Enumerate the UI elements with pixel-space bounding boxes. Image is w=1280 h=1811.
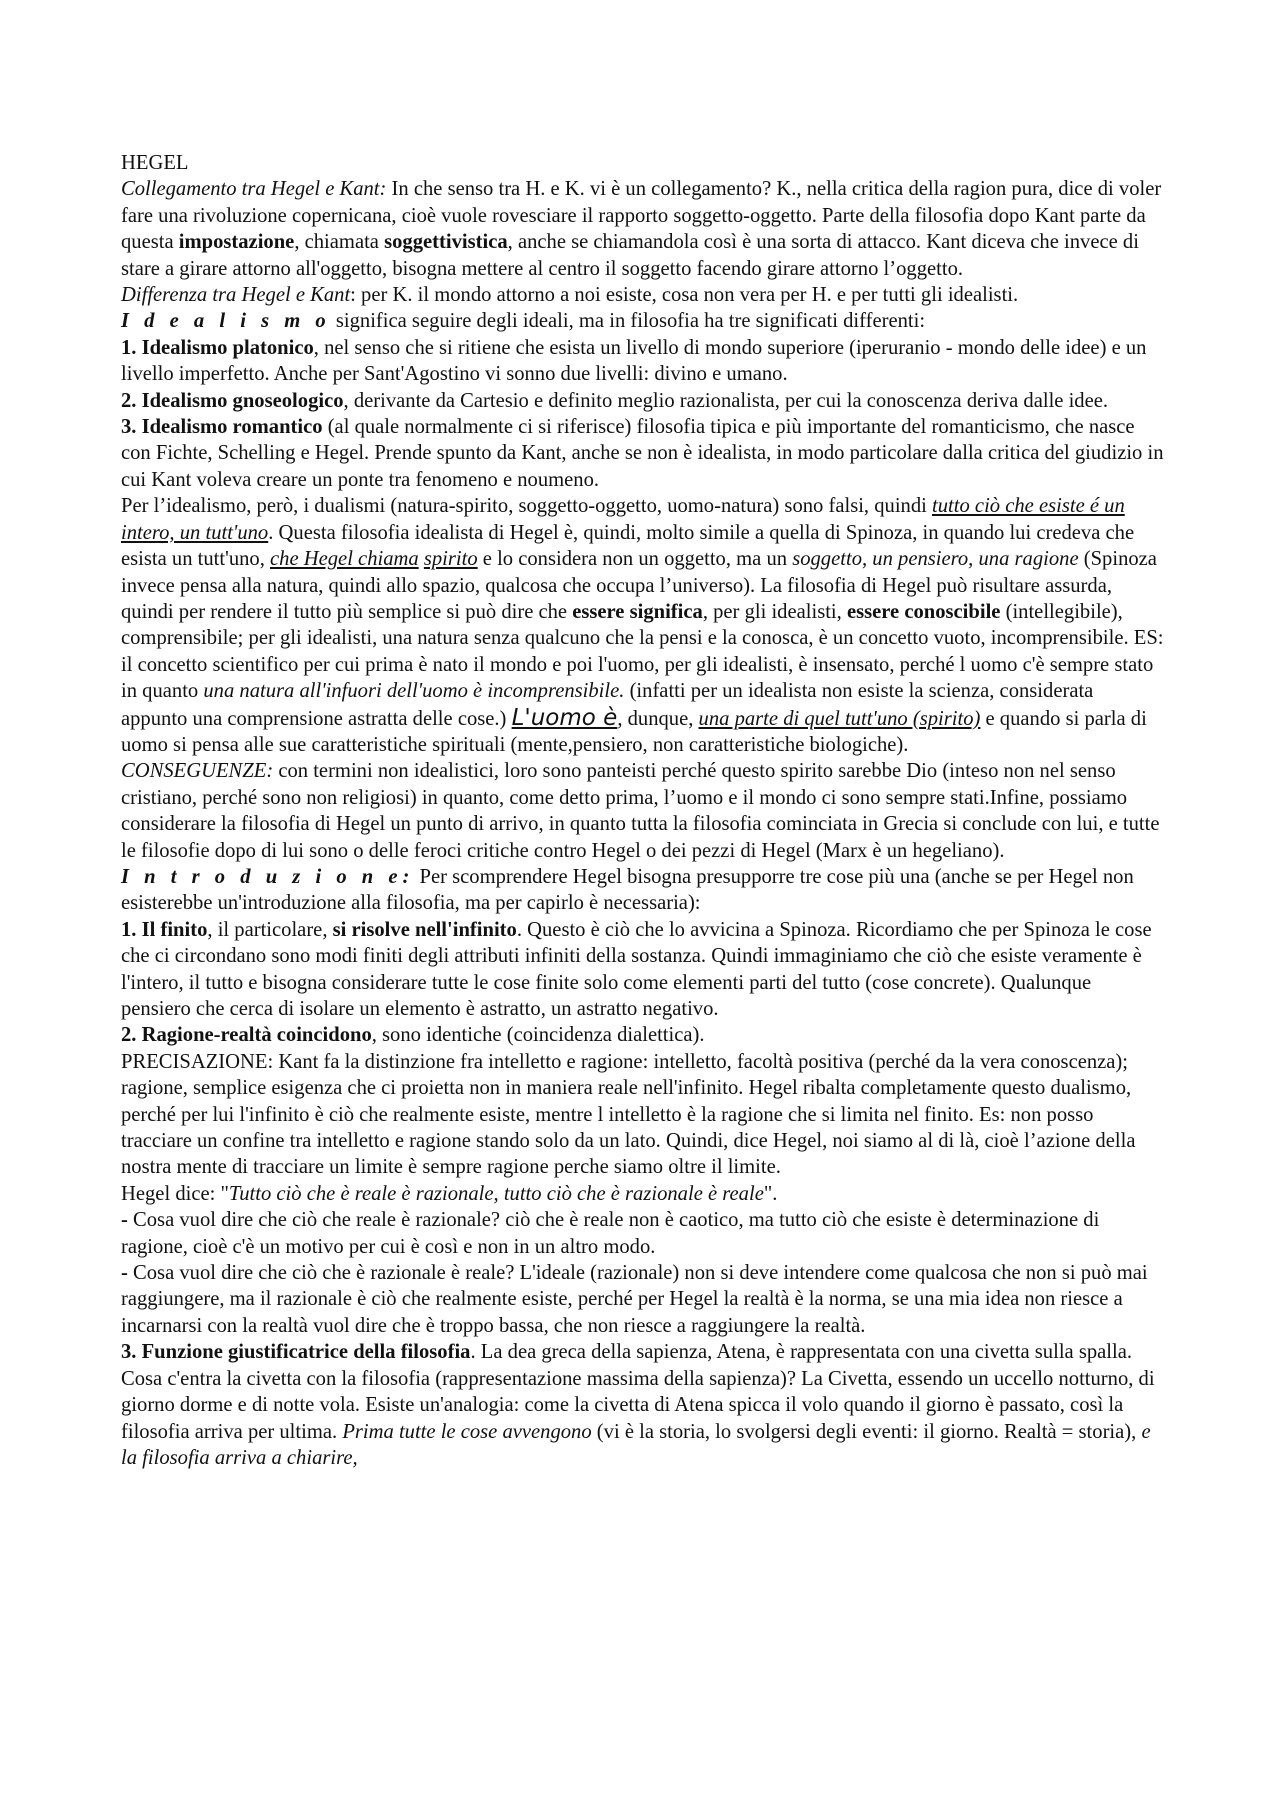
list-item-romantico [121,414,1164,493]
text: , chiamata [294,231,385,254]
text: (Spinoza invece pensa alla natura, quindi allo spazio, qualcosa che occupa l’universo). La filosofia di Hegel può risultare assurda, quindi per rendere il tutto più semplice si può dire che [121,548,1157,623]
dash-item-razionale-reale [121,1260,1164,1339]
text: , per gli idealisti, [702,600,847,623]
text: , dunque, [617,707,699,730]
text: . La dea greca della sapienza, Atena, è rappresentata con una civetta sulla spalla. Cosa c'entra la civetta con la filosofia (rappresentazione massima della sapienza)? La Civetta, essendo un uccello notturno, di giorno dorme e di notte vola. Esiste un'analogia: come la civetta di Atena spicca il volo quando il giorno è passato, così la filosofia arriva per ultima. [121,1341,1155,1443]
italic-phrase: una natura all'infuori dell'uomo è incomprensibile. [203,680,625,703]
bold-term: essere significa [572,600,703,623]
label-idealismo: I d e a l i s m o [121,310,331,333]
text: (al quale normalmente ci si riferisce) filosofia tipica e più importante del romanticismo, che nasce con Fichte, Schelling e Hegel. Prende spunto da Kant, anche se non è idealista, in modo particolare dalla critica del giudizio in cui Kant voleva creare un ponte tra fenomeno e noumeno. [121,416,1164,491]
bold-term: soggettivistica [384,231,508,254]
paragraph-conseguenze [121,758,1164,864]
list-item-funzione [121,1339,1164,1471]
paragraph-hegel-dice [121,1181,1164,1207]
document-page [121,150,1164,1471]
paragraph-introduzione [121,864,1164,917]
underlined-phrase: che Hegel chiama [270,548,419,571]
paragraph-collegamento [121,176,1164,282]
bold-term: 2. Idealismo gnoseologico [121,389,344,412]
text: , sono identiche (coincidenza dialettica). [371,1024,705,1047]
text: (infatti per un idealista non esiste la scienza, considerata appunto una comprensione astratta delle cose.) [121,680,1094,730]
bold-term: impostazione [178,231,295,254]
text: (vi è la storia, lo svolgersi degli eventi: il giorno. Realtà = storia), [591,1420,1142,1443]
text: ". [763,1182,778,1205]
label-collegamento: Collegamento tra Hegel e Kant: [121,178,387,201]
bold-term: 1. Idealismo platonico [121,336,314,359]
list-item-finito [121,917,1164,1023]
text: Cosa vuol dire che ciò che è razionale è reale? L'ideale (razionale) non si deve intendere come qualcosa che non si può mai raggiungere, ma il razionale è ciò che realmente esiste, perché per Hegel la realtà è la norma, se una mia idea non riesce a incarnarsi con la realtà vuol dire che è troppo bassa, che non riesce a raggiungere la realtà. [121,1262,1148,1337]
italic-quote: Tutto ciò che è reale è razionale, tutto ciò che è razionale è reale [228,1182,764,1205]
text: . Questa filosofia idealista di Hegel è, quindi, molto simile a quella di Spinoza, in quando lui credeva che esista un tutt'uno, [121,521,1135,571]
label-introduzione: I n t r o d u z i o n e: [121,865,415,888]
bold-term: 3. Funzione giustificatrice della filosofia [121,1341,471,1364]
text: Hegel dice: " [121,1182,229,1205]
bold-term: 3. Idealismo romantico [121,416,323,439]
list-item-platonico [121,335,1164,388]
dash-bullet: - [121,1209,134,1232]
bold-term: 1. Il finito [121,918,208,941]
text: e quando si parla di uomo si pensa alle sue caratteristiche spirituali (mente,pensiero, non caratteristiche biologiche). [121,707,1147,756]
italic-phrase: soggetto, un pensiero, una ragione [792,548,1079,571]
underlined-phrase: tutto ciò che esiste é un intero, un tutt'uno [121,495,1125,544]
paragraph-idealismo [121,308,1164,334]
document-title: HEGEL [121,152,189,174]
text: con termini non idealistici, loro sono panteisti perché questo spirito sarebbe Dio (inteso non nel senso cristiano, perché sono non religiosi) in quanto, come detto prima, l’uomo e il mondo ci sono sempre stati.Infine, possiamo considerare la filosofia di Hegel un punto di arrivo, in quanto tutta la filosofia cominciata in Grecia si conclude con lui, e tutte le filosofie dopo di lui sono o delle feroci critiche contro Hegel o dei pezzi di Hegel (Marx è un hegeliano). [121,760,1160,862]
bold-term: 2. Ragione-realtà coincidono [121,1024,372,1047]
underlined-phrase: una parte di quel tutt'uno (spirito) [698,707,981,730]
text: . Questo è ciò che lo avvicina a Spinoza. Ricordiamo che per Spinoza le cose che ci circondano sono modi finiti degli attributi infiniti della sostanza. Quindi immaginiamo che ciò che esiste veramente è l'intero, il tutto e bisogna considerare tutte le cose finite solo come elementi parti del tutto (cose concrete). Qualunque pensiero che cerca di isolare un elemento è astratto, un astratto negativo. [121,918,1152,1020]
list-item-gnoseologico [121,388,1164,414]
text: : per K. il mondo attorno a noi esiste, cosa non vera per H. e per tutti gli idealisti. [350,284,1019,307]
italic-phrase: e la filosofia arriva a chiarire, [121,1420,1151,1469]
list-item-ragione-realta [121,1022,1164,1048]
text: e lo considera non un oggetto, ma un [477,548,793,571]
text: , nel senso che si ritiene che esista un livello di mondo superiore (iperuranio - mondo delle idee) e un livello imperfetto. Anche per Sant'Agostino vi sonno due livelli: divino e umano. [121,336,1147,386]
text: , il particolare, [207,918,333,941]
underlined-phrase: spirito [423,548,478,571]
dash-item-reale-razionale [121,1207,1164,1260]
text: Per scomprendere Hegel bisogna presupporre tre cose più una (anche se per Hegel non esisterebbe un'introduzione alla filosofia, ma per capirlo è necessaria): [121,865,1134,915]
dash-bullet: - [121,1262,134,1285]
italic-phrase: Prima tutte le cose avvengono [342,1420,592,1443]
text: significa seguire degli ideali, ma in filosofia ha tre significati differenti: [330,310,926,333]
bold-term: essere conoscibile [846,600,1001,623]
text: , anche se chiamandola così è una sorta di attacco. Kant diceva che invece di stare a girare attorno all'oggetto, bisogna mettere al centro il soggetto facendo girare attorno l’oggetto. [121,231,1139,280]
label-conseguenze: CONSEGUENZE: [121,760,274,783]
text: In che senso tra H. e K. vi è un collegamento? K., nella critica della ragion pura, dice di voler fare una rivoluzione copernicana, cioè vuole rovesciare il rapporto soggetto-oggetto. Parte della filosofia dopo Kant parte da questa [121,178,1162,254]
text: Cosa vuol dire che ciò che reale è razionale? ciò che è reale non è caotico, ma tutto ciò che esiste è determinazione di ragione, cioè c'è un motivo per cui è così e non in un altro modo. [121,1209,1100,1258]
label-differenza: Differenza tra Hegel e Kant [121,284,351,307]
text: (intellegibile), comprensibile; per gli idealisti, una natura senza qualcuno che la pensi e la conosca, è un concetto vuoto, incomprensibile. ES: il concetto scientifico per cui prima è nato il mondo e poi l'uomo, per gli idealisti, è insensato, perché l uomo c'è sempre stato in quanto [121,600,1164,703]
text: PRECISAZIONE: Kant fa la distinzione fra intelletto e ragione: intelletto, facoltà positiva (perché da la vera conoscenza); ragione, semplice esigenza che ci proietta non in maniera reale nell'infinito. Hegel ribalta completamente questo dualismo, perché per lui l'infinito è ciò che realmente esiste, mentre l intelletto è la ragione che si limita nel finito. Es: non posso tracciare un confine tra intelletto e ragione stando solo da un lato. Quindi, dice Hegel, noi siamo al di là, cioè l’azione della nostra mente di tracciare un limite è sempre ragione perche siamo oltre il limite. [121,1050,1136,1179]
bold-term: si risolve nell'infinito [332,918,517,941]
paragraph-dualismi [121,493,1164,758]
underlined-phrase: L'uomo è [511,704,618,731]
text: , derivante da Cartesio e definito meglio razionalista, per cui la conoscenza deriva dalle idee. [343,389,1109,412]
text: Per l’idealismo, però, i dualismi (natura-spirito, soggetto-oggetto, uomo-natura) sono falsi, quindi [121,495,933,518]
paragraph-precisazione [121,1049,1164,1181]
paragraph-differenza [121,282,1164,308]
